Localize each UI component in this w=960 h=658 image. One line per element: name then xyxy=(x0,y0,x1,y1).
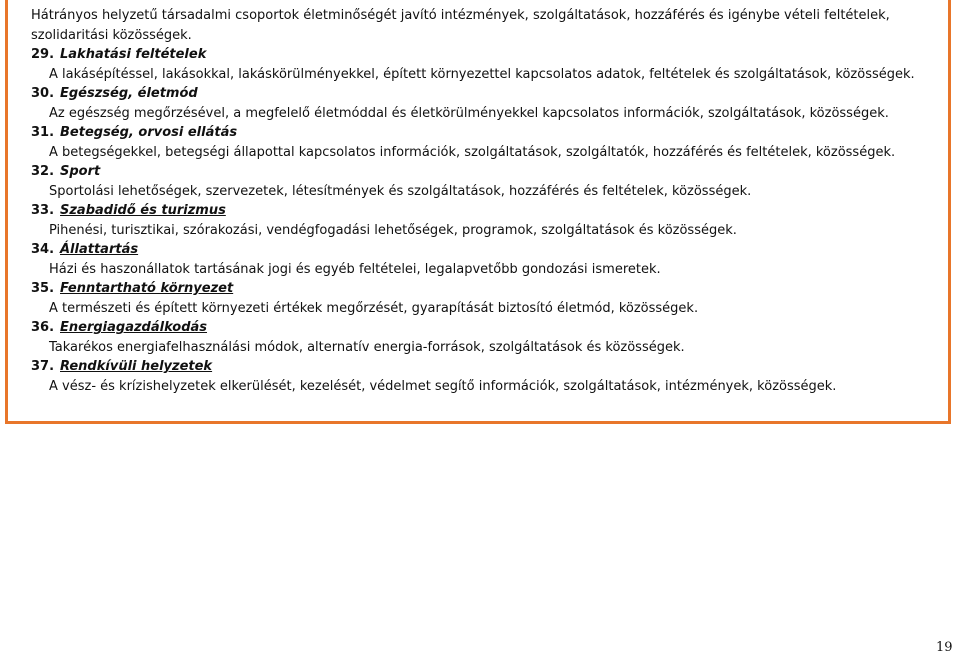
entry-title: Energiagazdálkodás xyxy=(60,320,208,335)
entry-33 xyxy=(31,201,931,240)
entry-number: 31. xyxy=(31,125,55,140)
entry-number: 37. xyxy=(31,359,55,374)
entry-title: Fenntartható környezet xyxy=(60,281,234,296)
entry-description: A lakásépítéssel, lakásokkal, lakáskörülményekkel, épített környezettel kapcsolatos adatok, feltételek és szolgáltatások, közösségek. xyxy=(49,66,915,82)
entry-number: 36. xyxy=(31,320,55,335)
entry-title: Egészség, életmód xyxy=(60,86,198,101)
entry-title: Állattartás xyxy=(60,242,139,257)
entry-37 xyxy=(31,357,931,396)
entry-heading xyxy=(31,201,931,221)
entry-number: 30. xyxy=(31,86,55,101)
intro-line-2: szolidaritási közösségek. xyxy=(31,27,192,43)
entry-number: 35. xyxy=(31,281,55,296)
entry-36 xyxy=(31,318,931,357)
document-body xyxy=(31,6,931,396)
intro-paragraph xyxy=(31,6,931,45)
entry-number: 32. xyxy=(31,164,55,179)
entry-number: 34. xyxy=(31,242,55,257)
entry-description: Pihenési, turisztikai, szórakozási, vendégfogadási lehetőségek, programok, szolgáltatások és közösségek. xyxy=(49,222,737,238)
entry-heading xyxy=(31,357,931,377)
entry-34 xyxy=(31,240,931,279)
entry-heading xyxy=(31,318,931,338)
page-number: 19 xyxy=(936,640,953,655)
entry-heading xyxy=(31,240,931,260)
entry-description: A természeti és épített környezeti értékek megőrzését, gyarapítását biztosító életmód, közösségek. xyxy=(49,300,699,316)
entry-number: 33. xyxy=(31,203,55,218)
entry-35 xyxy=(31,279,931,318)
entry-heading xyxy=(31,162,931,182)
entry-number: 29. xyxy=(31,47,55,62)
entry-title: Betegség, orvosi ellátás xyxy=(60,125,238,140)
entry-title: Szabadidő és turizmus xyxy=(60,203,226,218)
entry-description: A vész- és krízishelyzetek elkerülését, kezelését, védelmet segítő információk, szolgáltatások, intézmények, közösségek. xyxy=(49,378,837,394)
entry-description: Takarékos energiafelhasználási módok, alternatív energia-források, szolgáltatások és közösségek. xyxy=(49,339,685,355)
entry-29 xyxy=(31,45,931,84)
entry-title: Lakhatási feltételek xyxy=(60,47,207,62)
entry-description: A betegségekkel, betegségi állapottal kapcsolatos információk, szolgáltatások, szolgáltatók, hozzáférés és feltételek, közösségek. xyxy=(49,144,896,160)
entry-description: Az egészség megőrzésével, a megfelelő életmóddal és életkörülményekkel kapcsolatos információk, szolgáltatások, közösségek. xyxy=(49,105,889,121)
entry-heading xyxy=(31,84,931,104)
entry-32 xyxy=(31,162,931,201)
entry-description: Sportolási lehetőségek, szervezetek, létesítmények és szolgáltatások, hozzáférés és feltételek, közösségek. xyxy=(49,183,752,199)
entry-heading xyxy=(31,123,931,143)
intro-line-1: Hátrányos helyzetű társadalmi csoportok életminőségét javító intézmények, szolgáltatások, hozzáférés és igénybe vételi feltételek, xyxy=(31,8,890,23)
entry-description: Házi és haszonállatok tartásának jogi és egyéb feltételei, legalapvetőbb gondozási ismeretek. xyxy=(49,261,661,277)
entry-title: Rendkívüli helyzetek xyxy=(60,359,213,374)
entry-31 xyxy=(31,123,931,162)
entry-heading xyxy=(31,45,931,65)
entry-title: Sport xyxy=(60,164,101,179)
entry-heading xyxy=(31,279,931,299)
entry-30 xyxy=(31,84,931,123)
